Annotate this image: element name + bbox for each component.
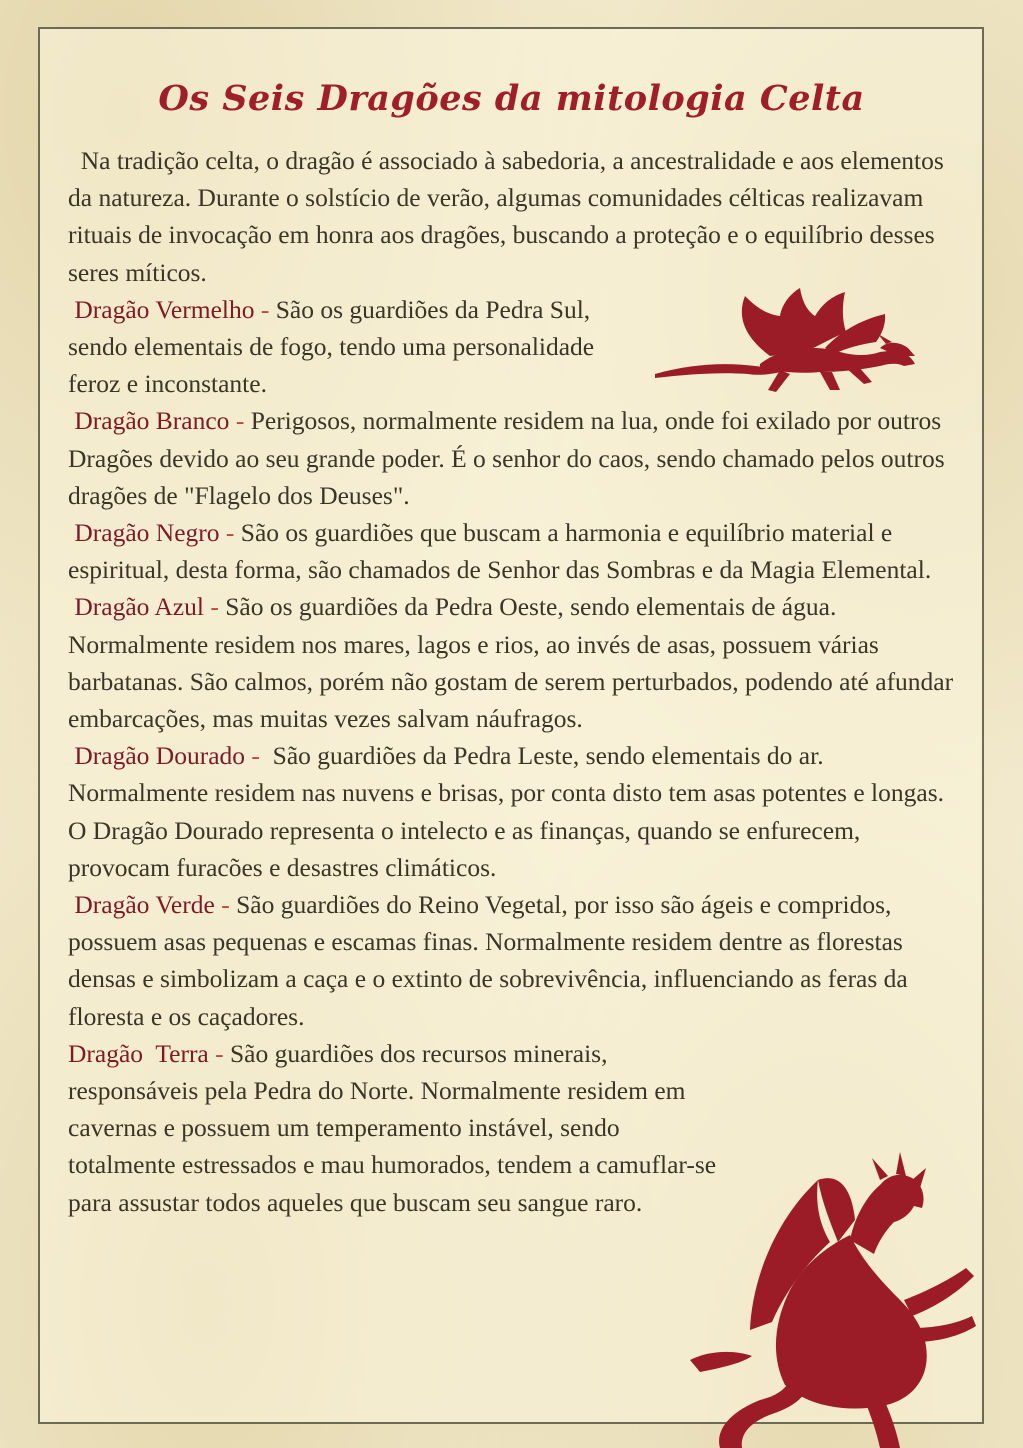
dragon-name: Dragão Verde — [74, 890, 215, 920]
dragon-entry-blue — [68, 588, 968, 737]
dragon-description: São os guardiões que buscam a harmonia e equilíbrio material e espiritual, desta forma, são chamados de Senhor das Sombras e da Magia Elemental. — [68, 518, 932, 585]
dragon-name: Dragão Terra — [68, 1038, 209, 1068]
separator: - — [254, 294, 276, 324]
dragon-description: São os guardiões da Pedra Sul, sendo elementais de fogo, tendo uma personalidade feroz e inconstante. — [68, 294, 595, 399]
intro-paragraph — [68, 142, 968, 291]
rearing-dragon-icon — [690, 1150, 990, 1448]
dragon-description: Perigosos, normalmente residem na lua, onde foi exilado por outros Dragões devido ao seu grande poder. É o senhor do caos, sendo chamado pelos outros dragões de "Flagelo dos Deuses". — [68, 406, 945, 510]
dragon-entry-white — [68, 402, 968, 514]
dragon-entry-red — [68, 291, 628, 403]
dragon-entry-earth — [68, 1035, 728, 1221]
dragon-name: Dragão Vermelho — [74, 294, 255, 324]
intro-text: Na tradição celta, o dragão é associado à sabedoria, a ancestralidade e aos elementos da natureza. Durante o solstício de verão, algumas comunidades célticas realizavam rituais de invocação em honra aos dragões, buscando a proteção e o equilíbrio desses seres míticos. — [68, 146, 944, 287]
separator: - — [229, 406, 251, 436]
dragon-name: Dragão Branco — [74, 406, 230, 436]
page-title: Os Seis Dragões da mitologia Celta — [158, 78, 865, 119]
flying-dragon-icon — [650, 286, 915, 398]
dragon-description: São guardiões da Pedra Leste, sendo elementais do ar. Normalmente residem nas nuvens e brisas, por conta disto tem asas potentes e longas. O Dragão Dourado representa o intelecto e as finanças, quando se enfurecem, provocam furacões e desastres climáticos. — [68, 741, 944, 882]
dragon-entry-golden — [68, 737, 968, 886]
dragon-description: São guardiões do Reino Vegetal, por isso são ágeis e compridos, possuem asas pequenas e escamas finas. Normalmente residem dentre as florestas densas e simbolizam a caça e o extinto de sobrevivência, influenciando as feras da floresta e os caçadores. — [68, 890, 908, 1031]
dragon-description: São os guardiões da Pedra Oeste, sendo elementais de água. Normalmente residem nos mares, lagos e rios, ao invés de asas, possuem várias barbatanas. São calmos, porém não gostam de serem perturbados, podendo até afundar embarcações, mas muitas vezes salvam náufragos. — [68, 592, 954, 734]
dragon-entry-black — [68, 514, 968, 588]
dragon-name: Dragão Negro — [74, 518, 220, 548]
dragon-entry-green — [68, 886, 968, 1035]
dragon-description: São guardiões dos recursos minerais, responsáveis pela Pedra do Norte. Normalmente residem em cavernas e possuem um temperamento instável, sendo totalmente estressados e mau humorados, tendem a camuflar-se para assustar todos aqueles que buscam seu sangue raro. — [68, 1038, 717, 1217]
separator: - — [214, 890, 237, 920]
separator: - — [203, 592, 226, 622]
separator: - — [219, 518, 241, 548]
dragon-name: Dragão Azul — [74, 592, 204, 622]
dragon-name: Dragão Dourado — [74, 741, 246, 771]
separator: - — [208, 1038, 230, 1068]
separator: - — [245, 741, 273, 771]
